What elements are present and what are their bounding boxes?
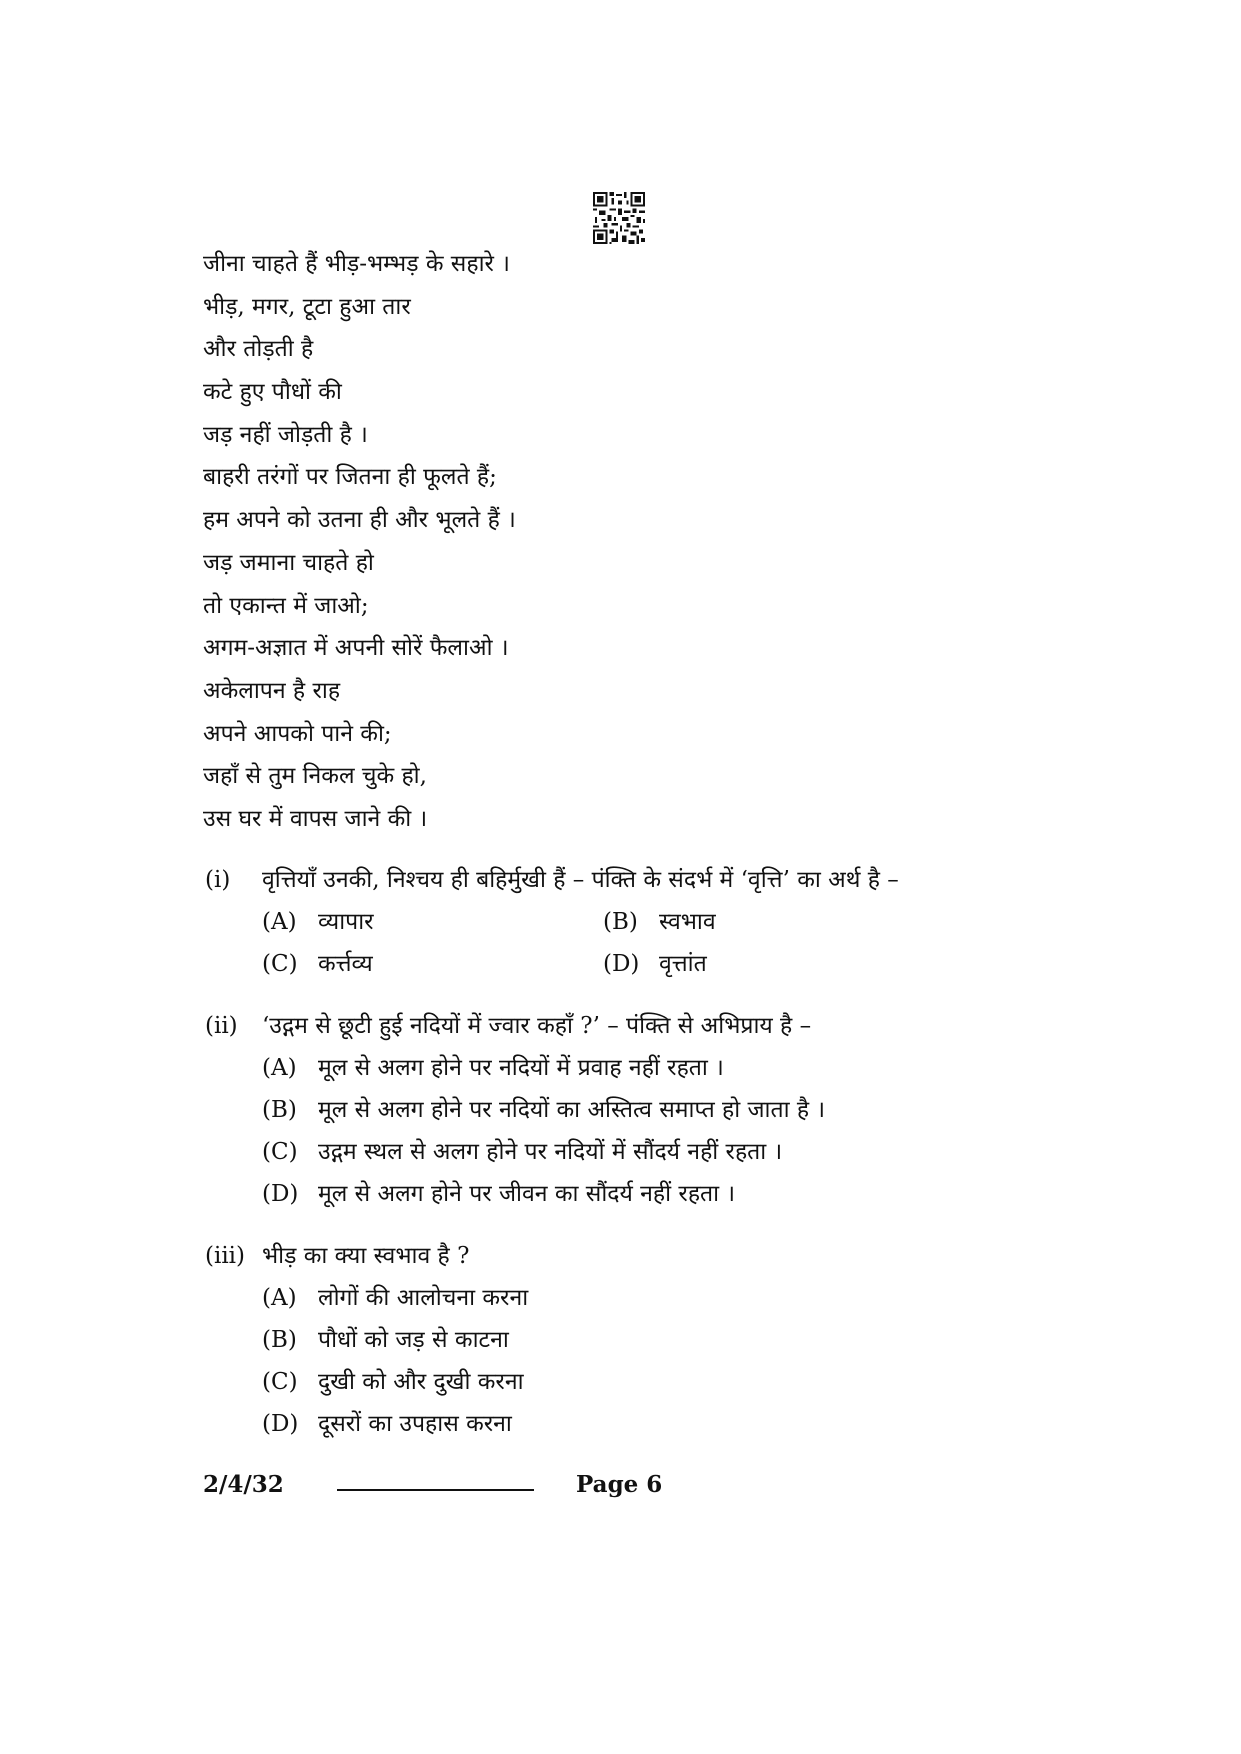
option-b [262,1094,825,1126]
footer-divider [337,1489,534,1491]
option-text: मूल से अलग होने पर नदियों का अस्तित्व समाप्त हो जाता है । [318,1097,826,1123]
option-label: (B) [262,1327,297,1353]
option-label: (D) [262,1181,299,1207]
option-label: (A) [262,1055,297,1081]
poem-line: कटे हुए पौधों की [203,379,342,406]
option-text: मूल से अलग होने पर जीवन का सौंदर्य नहीं रहता । [318,1181,736,1207]
poem [203,248,516,846]
poem-line: उस घर में वापस जाने की । [203,805,428,832]
option-text: स्वभाव [659,909,716,935]
option-label: (A) [262,1285,297,1311]
question-text: भीड़ का क्या स्वभाव है ? [262,1243,470,1269]
option-c [262,1136,782,1168]
option-text: व्यापार [318,909,374,935]
option-label: (B) [603,909,638,935]
option-label: (D) [262,1411,299,1437]
option-b [262,1324,509,1356]
option-label: (D) [603,951,640,977]
option-text: वृत्तांत [659,951,707,977]
option-text: उद्गम स्थल से अलग होने पर नदियों में सौंदर्य नहीं रहता । [318,1139,783,1165]
poem-line: जड़ जमाना चाहते हो [203,549,374,576]
option-text: लोगों की आलोचना करना [318,1285,529,1311]
option-text: दुखी को और दुखी करना [318,1369,524,1395]
option-a [262,1052,724,1084]
poem-line: बाहरी तरंगों पर जितना ही फूलते हैं; [203,464,497,491]
question-number: (iii) [205,1243,246,1269]
option-d [603,948,707,980]
paper-code: 2/4/32 [203,1471,284,1498]
option-c [262,948,373,980]
question-number: (ii) [205,1013,238,1039]
option-a [262,906,374,938]
poem-line: जहाँ से तुम निकल चुके हो, [203,763,427,790]
option-a [262,1282,528,1314]
question-text: ‘उद्गम से छूटी हुई नदियों में ज्वार कहाँ ?’ – पंक्ति से अभिप्राय है – [262,1013,812,1039]
poem-line: अपने आपको पाने की; [203,720,392,747]
qr-code [593,192,645,244]
poem-line: तो एकान्त में जाओ; [203,592,369,619]
question-number: (i) [205,867,231,893]
option-label: (C) [262,1139,298,1165]
poem-line: और तोड़ती है [203,336,314,363]
option-c [262,1366,524,1398]
option-label: (C) [262,1369,298,1395]
poem-line: जड़ नहीं जोड़ती है । [203,421,368,448]
option-label: (C) [262,951,298,977]
poem-line: अगम-अज्ञात में अपनी सोरें फैलाओ । [203,635,509,662]
option-text: दूसरों का उपहास करना [318,1411,512,1437]
option-label: (A) [262,909,297,935]
poem-line: हम अपने को उतना ही और भूलते हैं । [203,507,516,534]
poem-line: जीना चाहते हैं भीड़-भम्भड़ के सहारे । [203,251,510,277]
poem-line: अकेलापन है राह [203,677,341,704]
option-d [262,1178,735,1210]
question-text: वृत्तियाँ उनकी, निश्चय ही बहिर्मुखी हैं – पंक्ति के संदर्भ में ‘वृत्ति’ का अर्थ है – [262,867,899,893]
option-text: पौधों को जड़ से काटना [318,1327,509,1353]
option-b [603,906,716,938]
option-label: (B) [262,1097,297,1123]
option-text: कर्त्तव्य [318,951,373,977]
option-d [262,1408,512,1440]
page-number: Page 6 [576,1471,663,1498]
option-text: मूल से अलग होने पर नदियों में प्रवाह नहीं रहता । [318,1055,724,1081]
poem-line: भीड़, मगर, टूटा हुआ तार [203,293,411,320]
